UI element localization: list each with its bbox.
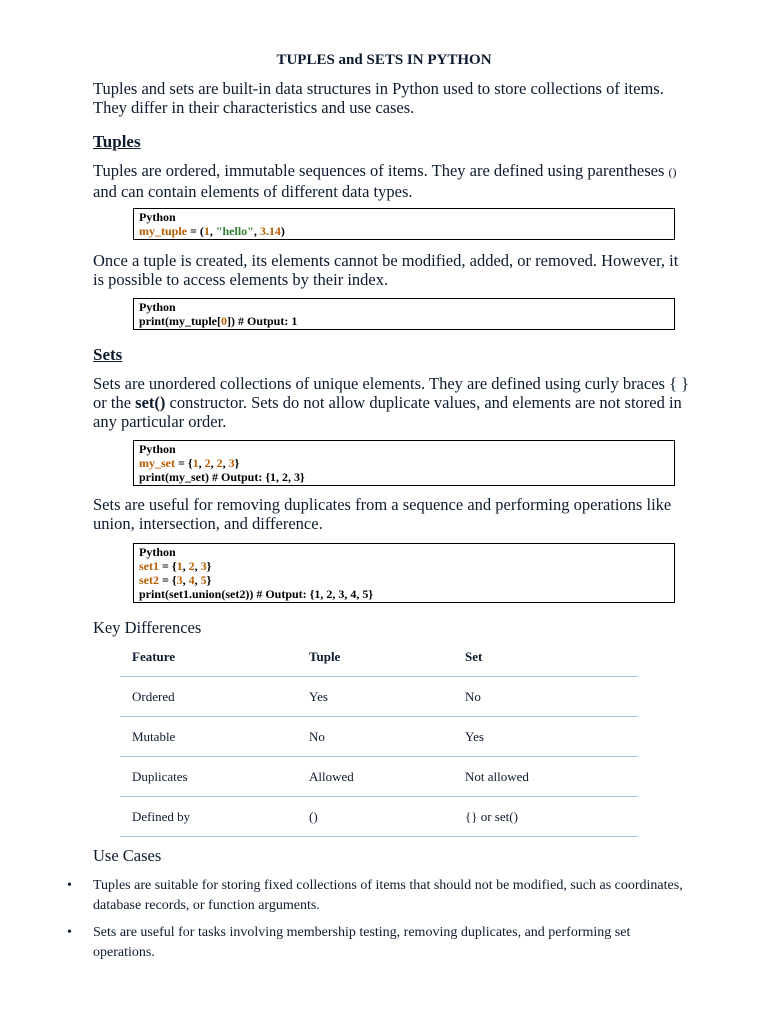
code-variable: my_set [139, 456, 175, 470]
code-number: 3 [200, 559, 207, 573]
table-cell: Allowed [309, 768, 354, 784]
table-cell: Duplicates [132, 768, 188, 784]
table-row [120, 757, 638, 797]
code-variable: set2 [139, 573, 159, 587]
code-token: , [253, 224, 260, 238]
code-lang-label: Python [139, 300, 176, 314]
tuples-desc-part2: and can contain elements of different data types. [93, 182, 413, 201]
code-line: set2 = {3, 4, 5} [139, 573, 212, 587]
code-block-set-def [133, 440, 675, 486]
code-line: print(set1.union(set2)) # Output: {1, 2, 3, 4, 5} [139, 587, 374, 601]
sets-description [93, 374, 693, 431]
code-line: my_set = {1, 2, 2, 3} [139, 456, 240, 470]
list-item-text: Sets are useful for tasks involving membership testing, removing duplicates, and performing set operations. [93, 925, 631, 960]
table-cell: Ordered [132, 688, 175, 704]
code-token: ]) # Output: 1 [227, 314, 298, 328]
code-number: 2 [216, 456, 223, 470]
table-cell: Mutable [132, 728, 176, 744]
code-number: 1 [203, 224, 210, 238]
table-header-cell: Tuple [309, 648, 341, 664]
bullet-icon: • [67, 878, 72, 893]
table-header-cell: Set [465, 648, 483, 664]
table-row [120, 717, 638, 757]
code-token: = ( [187, 224, 204, 238]
tuples-description [93, 161, 693, 201]
code-number: 2 [204, 456, 211, 470]
code-block-tuple-index [133, 298, 675, 330]
code-variable: set1 [139, 559, 159, 573]
list-item [67, 923, 693, 963]
use-cases-heading: Use Cases [93, 846, 162, 865]
code-token: = { [175, 456, 193, 470]
bullet-icon: • [67, 925, 72, 940]
table-row [120, 677, 638, 717]
intro-paragraph: Tuples and sets are built-in data structures in Python used to store collections of items. They differ in their characteristics and use cases. [93, 79, 664, 117]
code-lang-label: Python [139, 545, 176, 559]
table-cell: No [309, 728, 325, 744]
code-lang-label: Python [139, 442, 176, 456]
code-string: "hello" [215, 224, 254, 238]
sets-desc-part2: constructor. Sets do not allow duplicate values, and elements are not stored in any particular order. [93, 393, 682, 431]
table-header-row [120, 637, 638, 677]
code-number: 5 [200, 573, 207, 587]
tuples-immutability-paragraph: Once a tuple is created, its elements cannot be modified, added, or removed. However, it is possible to access elements by their index. [93, 251, 679, 289]
code-token: ) [280, 224, 285, 238]
list-item [67, 876, 693, 916]
code-line: print(my_set) # Output: {1, 2, 3} [139, 470, 305, 484]
code-number: 3 [228, 456, 235, 470]
table-cell: () [309, 808, 318, 824]
code-line: set1 = {1, 2, 3} [139, 559, 212, 573]
code-number: 1 [192, 456, 199, 470]
code-number: 0 [221, 314, 227, 328]
sets-desc-part1: Sets are unordered collections of unique elements. They are defined using curly braces { } or the [93, 374, 690, 412]
key-differences-heading: Key Differences [93, 618, 202, 637]
sets-heading: Sets [93, 345, 123, 364]
code-variable: my_tuple [139, 224, 187, 238]
use-cases-list [67, 876, 693, 970]
page-title: TUPLES and SETS IN PYTHON [276, 52, 492, 68]
table-cell: Yes [309, 688, 328, 704]
tuples-heading: Tuples [93, 132, 141, 151]
code-token: , [209, 224, 216, 238]
code-number: 3 [176, 573, 183, 587]
code-number: 3.14 [259, 224, 281, 238]
tuples-desc-paren: () [668, 165, 677, 179]
tuples-desc-part1: Tuples are ordered, immutable sequences of items. They are defined using parentheses [93, 161, 665, 180]
table-cell: Not allowed [465, 768, 529, 784]
code-lang-label: Python [139, 210, 176, 224]
code-token: } [234, 456, 240, 470]
code-line [139, 224, 669, 238]
sets-desc-bold: set() [135, 393, 166, 412]
table-cell: Defined by [132, 808, 191, 824]
code-block-tuple-def [133, 208, 675, 240]
code-block-set-union [133, 543, 675, 603]
table-cell: Yes [465, 728, 484, 744]
code-number: 2 [188, 559, 195, 573]
code-token: print(my_tuple[ [139, 314, 221, 328]
code-line [139, 314, 669, 328]
table-cell: {} or set() [465, 808, 518, 824]
table-cell: No [465, 688, 481, 704]
sets-usefulness-paragraph: Sets are useful for removing duplicates from a sequence and performing operations like union, intersection, and difference. [93, 495, 672, 533]
table-header-cell: Feature [132, 648, 176, 664]
differences-table [120, 637, 638, 837]
code-number: 1 [176, 559, 183, 573]
table-row [120, 797, 638, 837]
list-item-text: Tuples are suitable for storing fixed collections of items that should not be modified, such as coordinates, database records, or function arguments. [93, 878, 683, 913]
code-number: 4 [188, 573, 195, 587]
